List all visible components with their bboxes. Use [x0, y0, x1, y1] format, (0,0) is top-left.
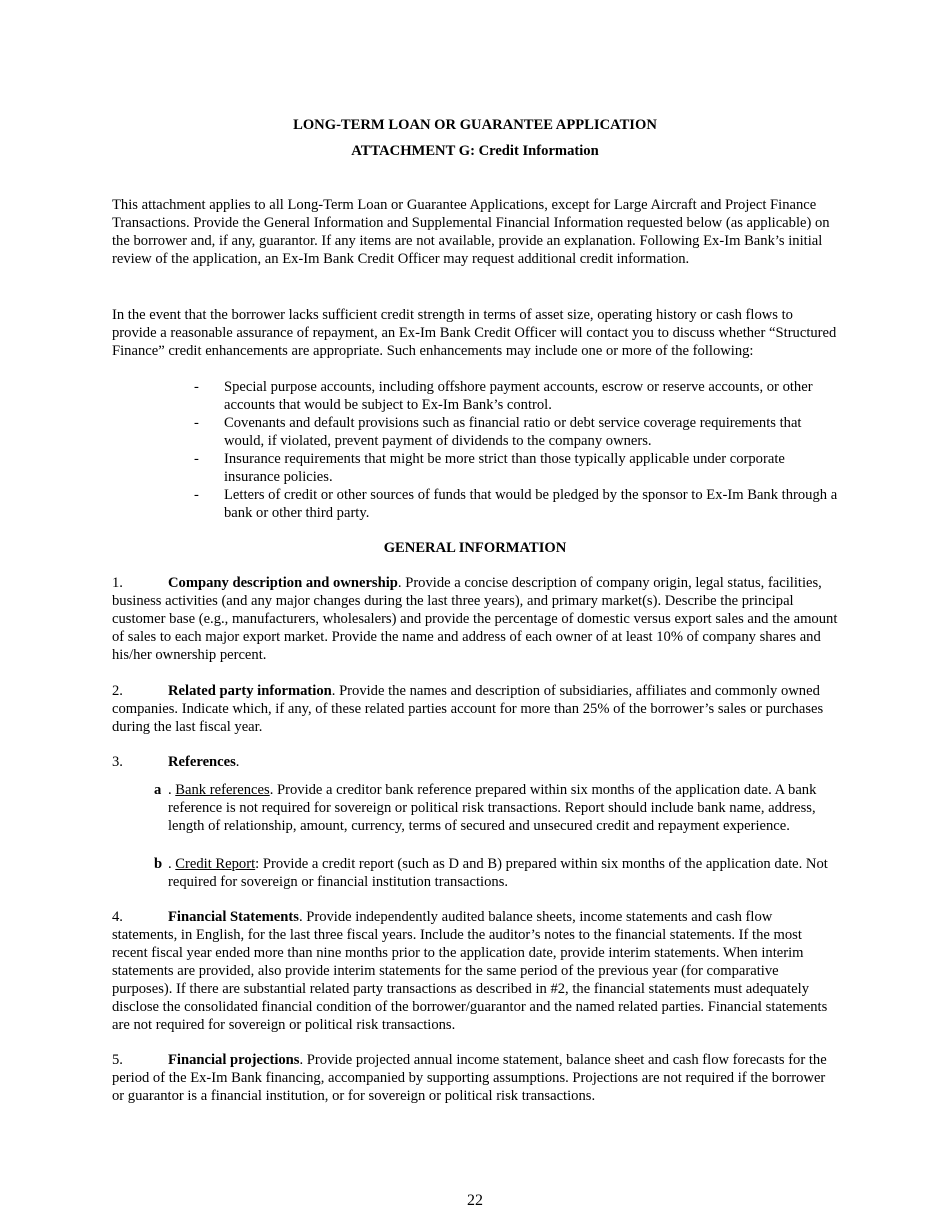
- item-5: [112, 1051, 840, 1105]
- item-number: 2.: [112, 683, 123, 699]
- document-subtitle: ATTACHMENT G: Credit Information: [351, 143, 599, 159]
- item-number: 5.: [112, 1052, 123, 1068]
- list-item-text: Letters of credit or other sources of funds that would be pledged by the sponsor to Ex-Im Bank through a bank or other third party.: [224, 487, 838, 521]
- section-heading-general: GENERAL INFORMATION: [383, 540, 567, 556]
- item-text: . Provide independently audited balance sheets, income statements and cash flow statements, in English, for the last three fiscal years. Include the auditor’s notes to the financial statements. If the most recent fiscal year ended more than nine months prior to the application date, provide interim statements. When interim statements are provided, also provide interim statements for the same period of the previous year (for comparative purposes). If there are substantial related party transactions as described in #2, the financial statements must adequately disclose the consolidated financial condition of the borrower/guarantor and the named related parties. Financial statements are not required for sovereign or political risk transactions.: [112, 909, 828, 1033]
- item-number: 1.: [112, 575, 123, 591]
- item-4: [112, 908, 840, 1034]
- dash-marker: -: [194, 379, 199, 395]
- item-text: . Provide the names and description of subsidiaries, affiliates and commonly owned companies. Indicate which, if any, of these related parties account for more than 25% of the borrower’s sales or purchases during the last fiscal year.: [112, 683, 824, 735]
- sub-item-label: Bank references: [175, 782, 270, 798]
- list-item: [194, 450, 844, 486]
- list-item: [194, 414, 844, 450]
- item-1: [112, 574, 840, 664]
- item-text: . Provide a concise description of company origin, legal status, facilities, business activities (and any major changes during the last three years), and primary market(s). Describe the principal customer base (e.g., manufacturers, wholesalers) and provide the percentage of domestic versus export sales and the amount of sales to each major export market. Provide the name and address of each owner of at least 10% of company shares and his/her ownership percent.: [112, 575, 838, 663]
- list-item-text: Special purpose accounts, including offshore payment accounts, escrow or reserve accounts, or other accounts that would be subject to Ex-Im Bank’s control.: [224, 379, 813, 413]
- sub-item-text: . Provide a creditor bank reference prepared within six months of the application date. A bank reference is not required for sovereign or political risk transactions. Report should include bank name, address, length of relationship, amount, currency, terms of secured and unsecured credit and repayment experience.: [168, 782, 817, 834]
- sub-item-dot: .: [168, 782, 176, 798]
- intro-paragraph-1: This attachment applies to all Long-Term Loan or Guarantee Applications, except for Large Aircraft and Project Finance Transactions. Provide the General Information and Supplemental Financial Information requested below (as applicable) on the borrower and, if any, guarantor. If any items are not available, provide an explanation. Following Ex-Im Bank’s initial review of the application, an Ex-Im Bank Credit Officer may request additional credit information.: [112, 197, 830, 267]
- enhancement-list: [194, 378, 844, 522]
- item-title: Financial Statements: [168, 909, 299, 925]
- item-number: 3.: [112, 754, 123, 770]
- list-item: [194, 378, 844, 414]
- sub-item-bank-references: [154, 781, 844, 835]
- item-title: Company description and ownership: [168, 575, 398, 591]
- sub-item-letter: b: [154, 856, 163, 872]
- item-text: .: [235, 754, 240, 770]
- item-2: [112, 682, 840, 736]
- item-text: . Provide projected annual income statement, balance sheet and cash flow forecasts for the period of the Ex-Im Bank financing, accompanied by supporting assumptions. Projections are not required if the borrower or guarantor is a financial institution, or for sovereign or political risk transactions.: [112, 1052, 827, 1104]
- list-item-text: Covenants and default provisions such as financial ratio or debt service coverage requirements that would, if violated, prevent payment of dividends to the company owners.: [224, 415, 802, 449]
- sub-item-letter: a: [154, 782, 162, 798]
- page-number: 22: [467, 1192, 483, 1209]
- sub-item-text: : Provide a credit report (such as D and B) prepared within six months of the application date. Not required for sovereign or financial institution transactions.: [168, 856, 828, 890]
- item-3: [112, 753, 840, 771]
- document-title: LONG-TERM LOAN OR GUARANTEE APPLICATION: [293, 117, 657, 133]
- item-title: Financial projections: [168, 1052, 300, 1068]
- dash-marker: -: [194, 451, 199, 467]
- intro-paragraph-2: In the event that the borrower lacks sufficient credit strength in terms of asset size, operating history or cash flows to provide a reasonable assurance of repayment, an Ex-Im Bank Credit Officer will contact you to discuss whether “Structured Finance” credit enhancements are appropriate. Such enhancements may include one or more of the following:: [112, 307, 837, 359]
- list-item: [194, 486, 844, 522]
- item-title: Related party information: [168, 683, 332, 699]
- list-item-text: Insurance requirements that might be more strict than those typically applicable under corporate insurance policies.: [224, 451, 785, 485]
- sub-item-dot: .: [168, 856, 176, 872]
- dash-marker: -: [194, 487, 199, 503]
- item-number: 4.: [112, 909, 123, 925]
- dash-marker: -: [194, 415, 199, 431]
- sub-item-credit-report: [154, 855, 844, 891]
- item-title: References: [168, 754, 236, 770]
- sub-item-label: Credit Report: [175, 856, 256, 872]
